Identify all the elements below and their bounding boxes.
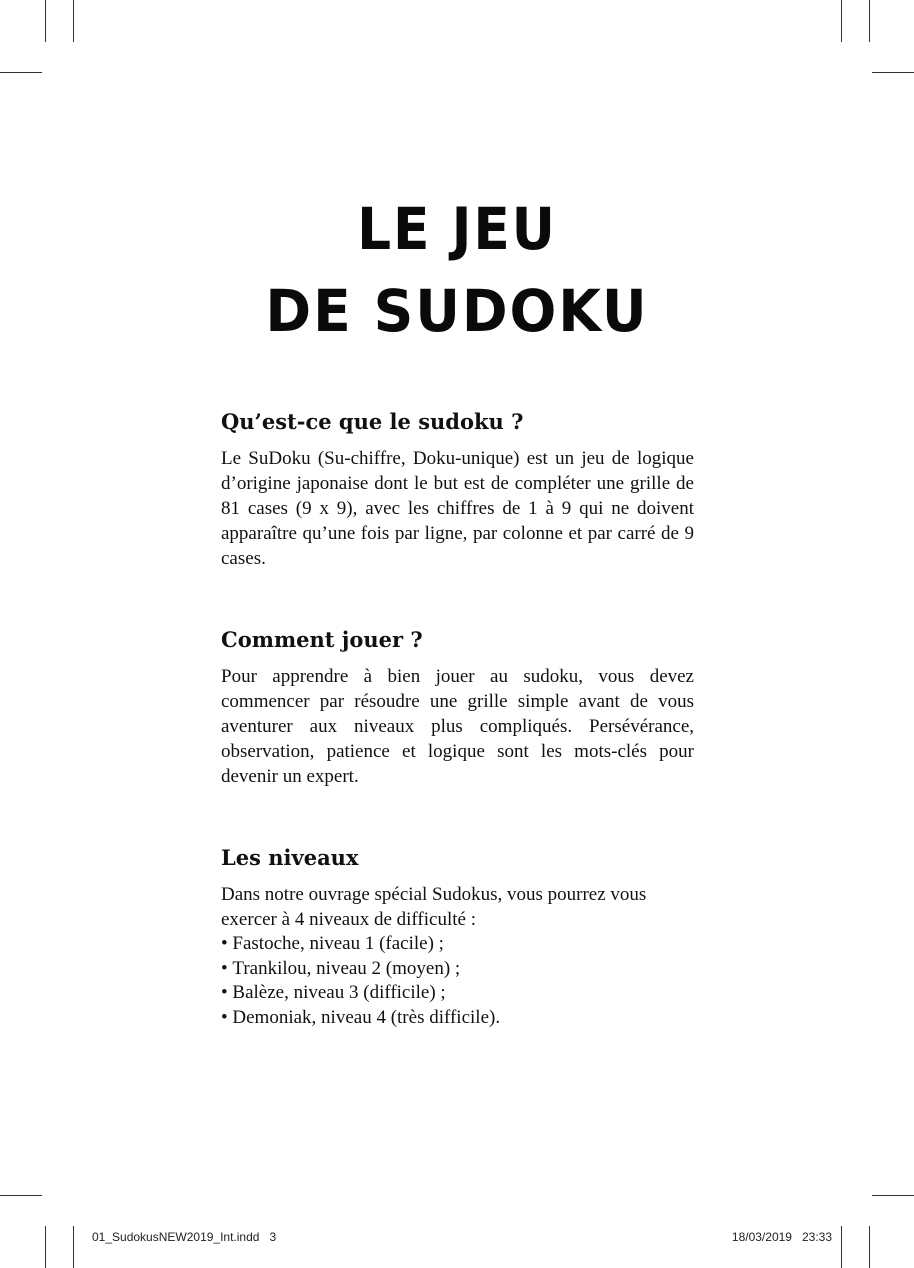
footer-date: 18/03/2019 23:33 — [731, 1230, 832, 1244]
crop-mark — [841, 0, 842, 42]
crop-mark — [45, 1226, 46, 1268]
section-paragraph: Dans notre ouvrage spécial Sudokus, vous pourrez vous exercer à 4 niveaux de difficulté : — [221, 884, 647, 930]
section-heading: Qu’est-ce que le sudoku ? — [221, 409, 524, 434]
crop-mark — [0, 72, 42, 73]
section-paragraph: Le SuDoku (Su-chiffre, Doku-unique) est un jeu de logique d’origine japonaise dont le but est de compléter une grille de 81 cases (9 x 9), avec les chiffres de 1 à 9 qui ne doivent apparaître qu’une fois par ligne, par colonne et par carré de 9 cases. — [221, 448, 694, 569]
crop-mark — [841, 1226, 842, 1268]
section-heading: Les niveaux — [221, 845, 359, 870]
section-what-is-sudoku — [221, 408, 694, 571]
crop-mark — [869, 0, 870, 42]
section-paragraph: Pour apprendre à bien jouer au sudoku, vous devez commencer par résoudre une grille simple avant de vous aventurer aux niveaux plus compliqués. Persévérance, observation, patience et logique sont les mots-clés pour devenir un expert. — [221, 666, 694, 787]
list-item: • Fastoche, niveau 1 (facile) ; — [221, 932, 694, 957]
page-title-line-1: LE JEU — [357, 195, 557, 263]
section-heading: Comment jouer ? — [221, 627, 423, 652]
list-item: • Demoniak, niveau 4 (très difficile). — [221, 1006, 694, 1031]
crop-mark — [45, 0, 46, 42]
section-how-to-play — [221, 626, 694, 789]
crop-mark — [0, 1195, 42, 1196]
list-item: • Trankilou, niveau 2 (moyen) ; — [221, 957, 694, 982]
crop-mark — [872, 72, 914, 73]
page-title-line-2: DE SUDOKU — [265, 277, 649, 345]
crop-mark — [73, 0, 74, 42]
list-item: • Balèze, niveau 3 (difficile) ; — [221, 981, 694, 1006]
crop-mark — [872, 1195, 914, 1196]
crop-mark — [869, 1226, 870, 1268]
section-levels — [221, 844, 694, 1030]
levels-list — [221, 932, 694, 1030]
footer-filename: 01_SudokusNEW2019_Int.indd 3 — [92, 1230, 277, 1244]
crop-mark — [73, 1226, 74, 1268]
